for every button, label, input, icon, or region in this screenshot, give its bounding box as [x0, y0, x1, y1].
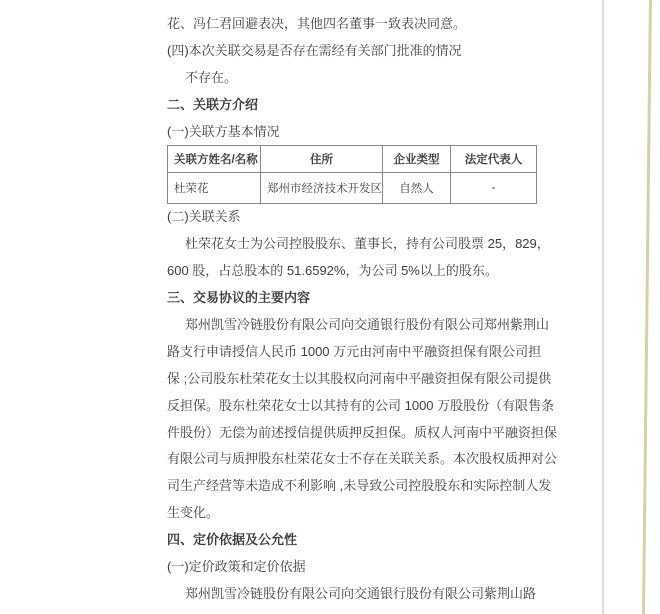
paragraph-line: 司生产经营等未造成不利影响 ,未导致公司控股股东和实际控制人发 [167, 478, 552, 494]
cell-entity-type: 自然人 [383, 173, 451, 204]
related-party-table [167, 145, 537, 204]
paragraph-line: 反担保。股东杜荣花女士以其持有的公司 1000 万股股份（有限售条 [167, 397, 555, 413]
paragraph-line: 保 ;公司股东杜荣花女士以其股权向河南中平融资担保有限公司提供 [167, 370, 552, 386]
page-edge-line [602, 0, 604, 614]
paragraph-line: 郑州凯雪冷链股份有限公司向交通银行股份有限公司紫荆山路 [185, 585, 537, 601]
subheading-item-1: (一)关联方基本情况 [167, 123, 280, 139]
section-heading-3: 三、交易协议的主要内容 [167, 290, 311, 306]
table-header-row [168, 146, 537, 173]
section-heading-2: 二、关联方介绍 [167, 96, 259, 112]
paragraph-line: 有限公司与质押股东杜荣花女士不存在关联关系。本次股权质押对公 [167, 451, 558, 467]
paragraph-line: 郑州凯雪冷链股份有限公司向交通银行股份有限公司郑州紫荆山 [185, 317, 550, 333]
cell-legal-rep: - [451, 173, 537, 204]
paragraph-line: 600 股，占总股本的 51.6592%，为公司 5%以上的股东。 [167, 263, 498, 279]
section-heading-4: 四、定价依据及公允性 [167, 532, 298, 548]
subheading-item-4: (四)本次关联交易是否存在需经有关部门批准的情况 [167, 42, 462, 58]
paragraph-line: 不存在。 [185, 69, 238, 85]
scan-artifact-line [642, 0, 652, 614]
column-header-name: 关联方姓名/名称 [168, 146, 261, 173]
column-header-address: 住所 [261, 146, 383, 173]
paragraph-line: 路支行申请授信人民币 1000 万元由河南中平融资担保有限公司担 [167, 343, 542, 359]
subheading-item-2: (二)关联关系 [167, 209, 241, 225]
paragraph-line: 杜荣花女士为公司控股股东、董事长，持有公司股票 25，829， [185, 236, 550, 252]
paragraph-line: 件股份）无偿为前述授信提供质押反担保。质权人河南中平融资担保 [167, 424, 558, 440]
document-body [167, 0, 603, 608]
paragraph-continuation-line: 花、冯仁君回避表决，其他四名董事一致表决同意。 [167, 16, 467, 31]
column-header-legal-rep: 法定代表人 [451, 146, 537, 173]
table-row [168, 173, 537, 204]
cell-name: 杜荣花 [168, 173, 261, 204]
paragraph-line: 生变化。 [167, 505, 220, 521]
subheading-item-1-pricing: (一)定价政策和定价依据 [167, 559, 306, 575]
cell-address: 郑州市经济技术开发区 [261, 173, 383, 204]
column-header-entity-type: 企业类型 [383, 146, 451, 173]
